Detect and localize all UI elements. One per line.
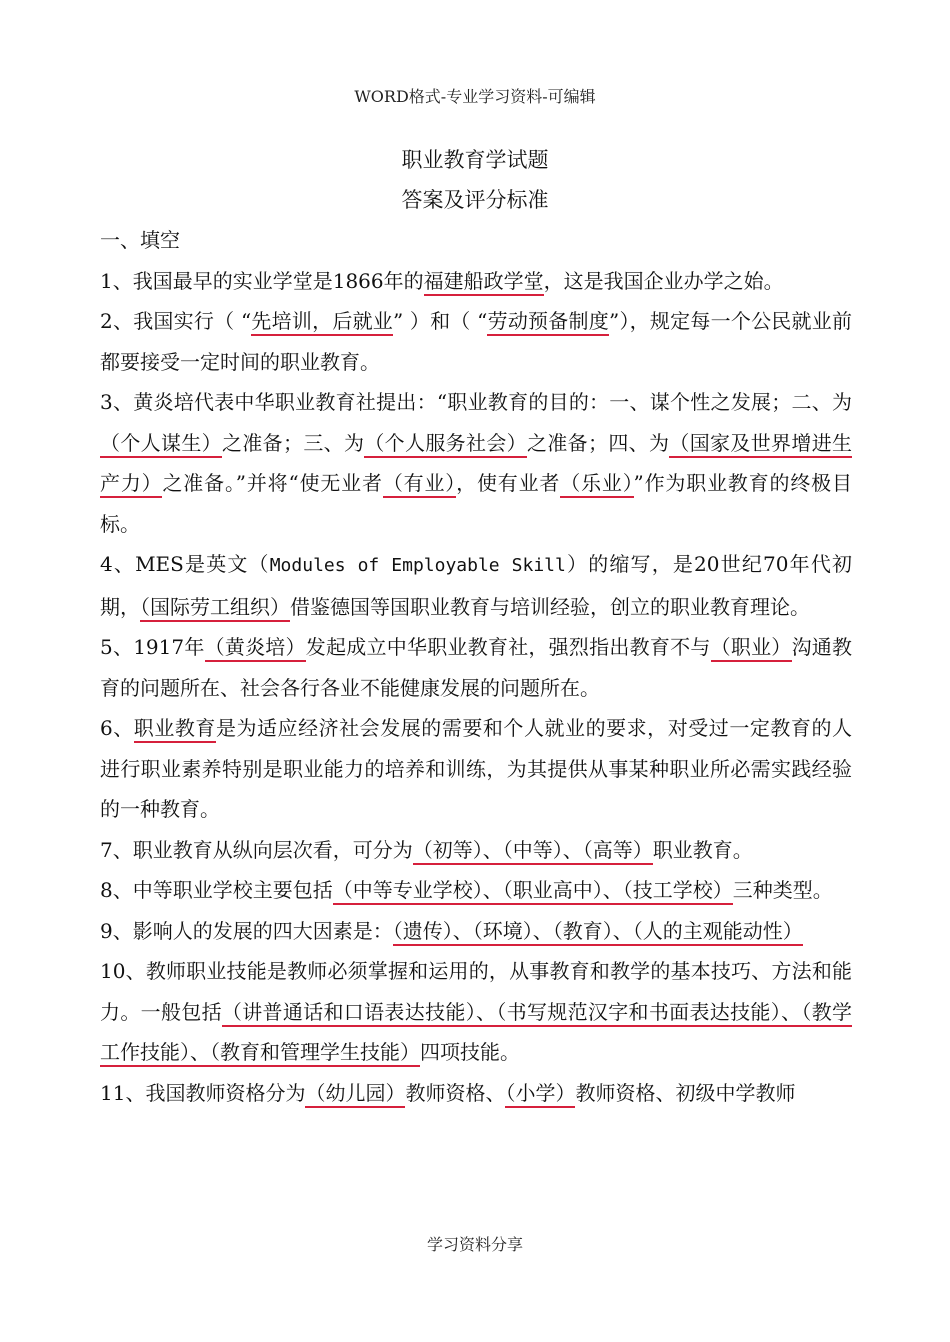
answer: （个人谋生） [100,431,222,458]
answer: （幼儿园） [305,1081,405,1108]
answer: （小学） [505,1081,575,1108]
answer: （国际劳工组织） [140,595,290,622]
question-10: 10、教师职业技能是教师必须掌握和运用的，从事教育和教学的基本技巧、方法和能力。一般包括（讲普通话和口语表达技能）、（书写规范汉字和书面表达技能）、（教学工作技能）、（教育和管理学生技能）四项技能。 [100,951,852,1073]
question-2: 2、我国实行（ “先培训，后就业” ）和（ “劳动预备制度”），规定每一个公民就业前都要接受一定时间的职业教育。 [100,309,852,374]
answer: （个人服务社会） [364,431,527,458]
question-6: 6、职业教育是为适应经济社会发展的需要和个人就业的要求，对受过一定教育的人进行职业素养特别是职业能力的培养和训练，为其提供从事某种职业所必需实践经验的一种教育。 [100,716,852,821]
page-footer: 学习资料分享 [426,1235,523,1254]
question-5: 5、1917年（黄炎培）发起成立中华职业教育社，强烈指出教育不与（职业）沟通教育的问题所在、社会各行各业不能健康发展的问题所在。 [100,635,853,700]
question-3: 3、黄炎培代表中华职业教育社提出：“职业教育的目的：一、谋个性之发展；二、为（个人谋生）之准备；三、为（个人服务社会）之准备；四、为（国家及世界增进生产力）之准备。”并将“使无业者（有业），使有业者（乐业）”作为职业教育的终极目标。 [100,390,853,536]
document-body [100,220,852,1113]
document-subtitle: 答案及评分标准 [401,188,549,212]
question-11: 11、我国教师资格分为（幼儿园）教师资格、（小学）教师资格、初级中学教师 [100,1073,852,1114]
question-9: 9、影响人的发展的四大因素是：（遗传）、（环境）、（教育）、（人的主观能动性） [100,911,852,952]
answer: （黄炎培） [205,635,306,662]
answer: （遗传）、（环境）、（教育）、（人的主观能动性） [393,919,803,946]
question-4: 4、MES是英文（Modules of Employable Skill）的缩写，是20世纪70年代初期，（国际劳工组织）借鉴德国等国职业教育与培训经验，创立的职业教育理论。 [100,544,852,627]
section-heading: 一、填空 [100,228,180,252]
answer: （职业） [711,635,792,662]
page-header: WORD格式-专业学习资料-可编辑 [354,87,596,106]
answer: （初等）、（中等）、（高等） [413,838,653,865]
answer: （有业） [383,471,456,498]
document-title: 职业教育学试题 [401,148,549,172]
question-7: 7、职业教育从纵向层次看，可分为（初等）、（中等）、（高等）职业教育。 [100,830,852,871]
answer: 职业教育 [134,716,216,743]
question-8: 8、中等职业学校主要包括（中等专业学校）、（职业高中）、（技工学校）三种类型。 [100,870,852,911]
answer: （讲普通话和口语表达技能）、（书写规范汉字和书面表达技能）、（教学工作技能）、（教育和管理学生技能） [100,1000,852,1068]
question-1: 1、我国最早的实业学堂是1866年的福建船政学堂，这是我国企业办学之始。 [100,261,852,302]
answer: （国家及世界增进生产力） [100,431,852,499]
answer: （中等专业学校）、（职业高中）、（技工学校） [333,878,733,905]
answer: 福建船政学堂 [424,269,544,296]
english-term: Modules of Employable Skill [269,555,566,576]
answer: 劳动预备制度 [487,309,609,336]
answer: （乐业） [560,471,633,498]
answer: 先培训，后就业 [251,309,393,336]
